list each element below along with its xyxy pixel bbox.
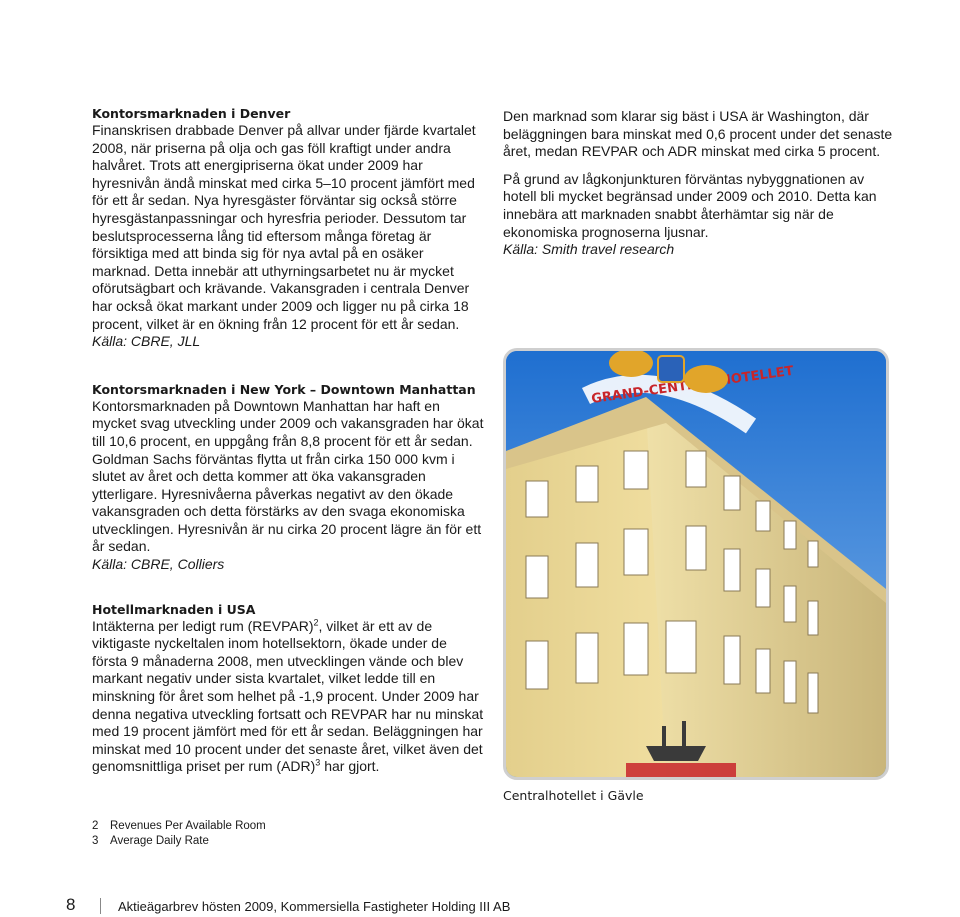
section-heading: Kontorsmarknaden i New York – Downtown Manhattan [92,381,476,397]
section-body [92,618,484,776]
hotel-photo [503,348,889,780]
footnote [92,819,266,834]
section-body: Kontorsmarknaden på Downtown Manhattan har haft en mycket svag utveckling under 2009 och vakansgraden har ökat till 10,6 procent, en uppgång från 8,8 procent för ett år sedan. Goldman Sachs förväntas flytta ut från cirka 150 000 kvm i slutet av året och detta kommer att öka vakansgraden ytterligare. Hyresnivåerna påverkas negativt av den ökade vakansgraden och detta förstärks av den svaga ekonomiska utvecklingen. Hyresnivån är nu cirka 20 procent lägre än för ett år sedan. [92,397,484,555]
footnote-ref: 2 [313,617,319,627]
footnote-text: Average Daily Rate [110,835,209,847]
footnote-ref: 3 [315,757,321,768]
section-hotel [92,601,484,776]
section-body: Finanskrisen drabbade Denver på allvar under fjärde kvartalet 2008, när priserna på olja och gas föll kraftigt under andra halvåret. Trots att energipriserna ökat under 2009 har hyresnivån ändå minskat med cirka 5–10 procent jämfört med för ett år sedan. Nya hyresgäster förväntar sig också större hyresgästanpassningar och hyresfria perioder. Dessutom tar beslutsprocesserna lång tid eftersom många företag är försiktiga med att binda sig för nya avtal på en osäker marknad. Detta innebär att uthyrningsarbetet nu är mycket oförutsägbart och krävande. Vakansgraden i centrala Denver har också ökat markant under 2009 och ligger nu på cirka 18 procent, vilket är en ökning från 12 procent för ett år sedan. [92,122,476,332]
footnotes [92,819,266,849]
right-column [503,108,895,259]
section-manhattan [92,381,484,574]
footnote-text: Revenues Per Available Room [110,820,266,832]
section-source: Källa: Smith travel research [503,241,675,258]
section-heading: Kontorsmarknaden i Denver [92,106,291,121]
footer-divider [100,898,101,914]
footnote [92,834,266,849]
paragraph-washington: Den marknad som klarar sig bäst i USA är Washington, där beläggningen bara minskat med 0,6 procent under det senaste året, medan REVPAR och ADR minskat med cirka 5 procent. [503,108,893,160]
footnote-number: 2 [92,820,99,832]
footer-text: Aktieägarbrev hösten 2009, Kommersiella Fastigheter Holding III AB [118,899,511,914]
text-fragment: , vilket är ett av de viktigaste nyckeltalen inom hotellsektorn, ökade under de första 9 månaderna 2008, men utvecklingen vände och blev markant negativ under sista kvartalet, vilket ledde till en minskning för året som helhet på -1,9 procent. Under 2009 har denna negativa utveckling fortsatt och REVPAR har nu minskat med 19 procent jämfört med för ett år sedan. Beläggningen har minskat med 10 procent under det senaste året, vilket även det genomsnittliga priset per rum (ADR) [92,617,484,775]
text-fragment: har gjort. [320,758,380,775]
text-fragment: Intäkterna per ledigt rum (REVPAR) [92,617,314,634]
section-source: Källa: CBRE, JLL [92,333,201,350]
hotel-illustration [506,351,886,777]
paragraph-outlook: På grund av lågkonjunkturen förväntas nybyggnationen av hotell bli mycket begränsad under 2009 och 2010. Detta kan innebära att marknaden snabbt återhämtar sig när de ekonomiska prognoserna ljusnar. [503,170,877,240]
page-number: 8 [66,895,76,914]
section-source: Källa: CBRE, Colliers [92,556,225,573]
photo-caption: Centralhotellet i Gävle [503,788,644,803]
footnote-number: 3 [92,835,99,847]
section-denver [92,105,484,351]
left-column [92,105,484,794]
section-heading: Hotellmarknaden i USA [92,601,256,617]
